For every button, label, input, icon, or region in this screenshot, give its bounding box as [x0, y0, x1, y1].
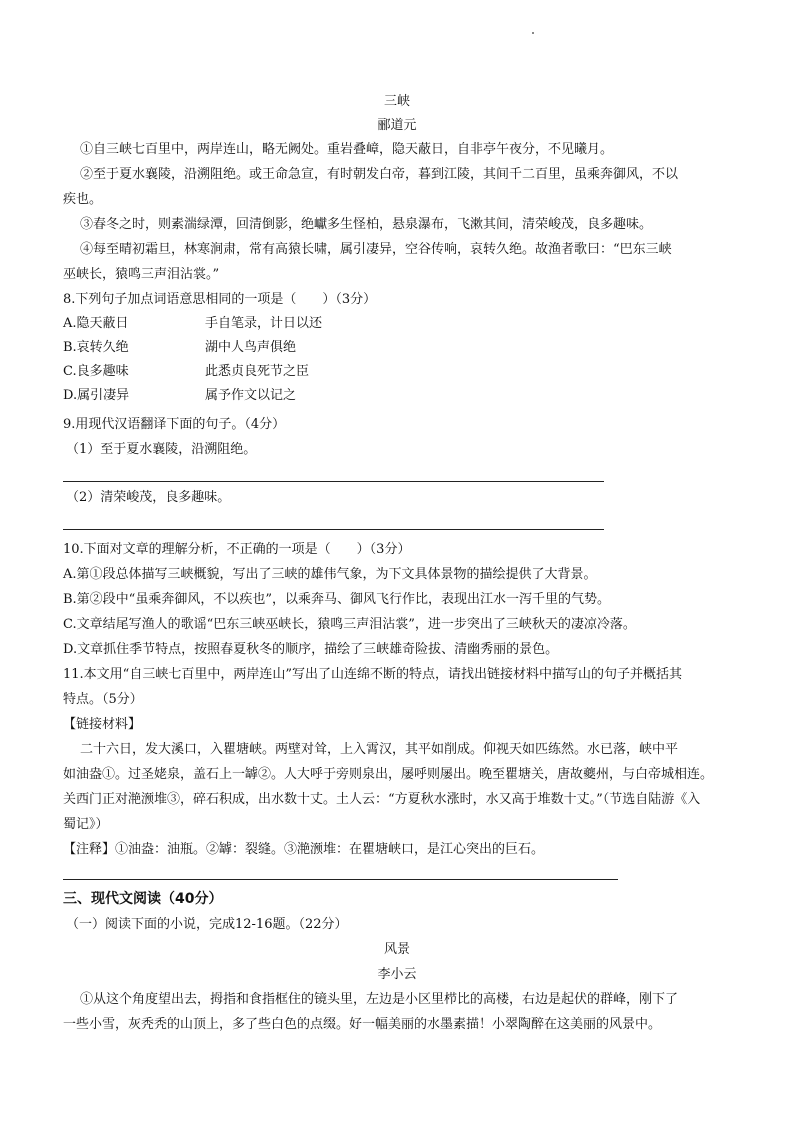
- passage-paragraph-2-line-1: ②至于夏水襄陵，沿溯阻绝。或王命急宣，有时朝发白帝，暮到江陵，其间千二百里，虽乘奔御风，不以: [80, 167, 679, 182]
- q8-option-d: D.属引凄异: [63, 388, 130, 403]
- question-11-stem-line-1: 11.本文用“自三峡七百里中，两岸连山”写出了山连绵不断的特点，请找出链接材料中描写山的句子并概括其: [63, 667, 682, 682]
- q8-option-b: B.哀转久绝: [63, 340, 129, 355]
- q8-option-c-compare: 此悉贞良死节之臣: [205, 364, 310, 379]
- question-11-stem-line-2: 特点。（5分）: [63, 692, 143, 707]
- q9-answer-line-1[interactable]: [63, 481, 604, 482]
- passage-paragraph-4-line-1: ④每至晴初霜旦，林寒涧肃，常有高猿长啸，属引凄异，空谷传响，哀转久绝。故渔者歌曰：“巴东三峡: [80, 242, 672, 257]
- story-title: 风景: [383, 942, 410, 957]
- passage-title: 三峡: [383, 94, 410, 109]
- q10-option-b: B.第②段中“虽乘奔御风，不以疾也”，以乘奔马、御风飞行作比，表现出江水一泻千里的气势。: [63, 592, 610, 607]
- link-material-title: 【链接材料】: [63, 717, 142, 732]
- story-paragraph-1-line-2: 一些小雪，灰秃秃的山顶上，多了些白色的点缀。好一幅美丽的水墨素描！小翠陶醉在这美丽的风景中。: [63, 1017, 662, 1032]
- question-9-stem: 9.用现代汉语翻译下面的句子。（4分）: [63, 417, 286, 432]
- q11-answer-line[interactable]: [63, 879, 618, 880]
- passage-paragraph-3: ③春冬之时，则素湍绿潭，回清倒影，绝巘多生怪柏，悬泉瀑布，飞漱其间，清荣峻茂，良多趣味。: [80, 217, 653, 232]
- q10-option-a: A.第①段总体描写三峡概貌，写出了三峡的雄伟气象，为下文具体景物的描绘提供了大背景。: [63, 567, 597, 582]
- story-author: 李小云: [377, 967, 417, 982]
- annotation-note: 【注释】①油盎：油瓶。②罅：裂缝。③滟滪堆：在瞿塘峡口，是江心突出的巨石。: [63, 842, 545, 857]
- q9-sentence-1: （1）至于夏水襄陵，沿溯阻绝。: [66, 442, 257, 457]
- q8-option-a-compare: 手自笔录，计日以还: [205, 316, 323, 331]
- link-material-line-1: 二十六日，发大溪口，入瞿塘峡。两壁对耸，上入霄汉，其平如削成。仰视天如匹练然。水已落，峡中平: [80, 742, 679, 757]
- passage-paragraph-2-line-2: 疾也。: [63, 192, 103, 207]
- link-material-line-4: 蜀记》）: [63, 817, 109, 832]
- q10-option-d: D.文章抓住季节特点，按照春夏秋冬的顺序，描绘了三峡雄奇险拔、清幽秀丽的景色。: [63, 642, 559, 657]
- link-material-line-3: 关西门正对滟滪堆③，碎石积成，出水数十丈。土人云：“方夏秋水涨时，水又高于堆数十丈。”（节选自陆游《入: [63, 792, 701, 807]
- passage-paragraph-4-line-2: 巫峡长，猿鸣三声泪沾裳。”: [63, 267, 220, 282]
- q8-option-d-compare: 属予作文以记之: [205, 388, 297, 403]
- q8-option-c: C.良多趣味: [63, 364, 129, 379]
- q8-option-a: A.隐天蔽日: [63, 316, 129, 331]
- section-3-subheading: （一）阅读下面的小说，完成12-16题。（22分）: [66, 917, 348, 932]
- story-paragraph-1-line-1: ①从这个角度望出去，拇指和食指框住的镜头里，左边是小区里栉比的高楼，右边是起伏的群峰，刚下了: [80, 992, 679, 1007]
- passage-author: 郦道元: [377, 118, 417, 133]
- link-material-line-2: 如油盎①。过圣姥泉，盖石上一罅②。人大呼于旁则泉出，屡呼则屡出。晚至瞿塘关，唐故夔州，与白帝城相连。: [63, 767, 714, 782]
- question-8-stem: 8.下列句子加点词语意思相同的一项是（ ）（3分）: [63, 292, 377, 307]
- question-10-stem: 10.下面对文章的理解分析，不正确的一项是（ ）（3分）: [63, 542, 411, 557]
- q8-option-b-compare: 湖中人鸟声俱绝: [205, 340, 297, 355]
- q10-option-c: C.文章结尾写渔人的歌谣“巴东三峡巫峡长，猿鸣三声泪沾裳”，进一步突出了三峡秋天的凄凉冷落。: [63, 617, 636, 632]
- passage-paragraph-1: ①自三峡七百里中，两岸连山，略无阙处。重岩叠嶂，隐天蔽日，自非亭午夜分，不见曦月。: [80, 142, 614, 157]
- q9-sentence-2: （2）清荣峻茂，良多趣味。: [66, 490, 231, 505]
- section-3-heading: 三、现代文阅读（40分）: [63, 891, 223, 907]
- scan-speck: [532, 32, 534, 34]
- q9-answer-line-2[interactable]: [63, 529, 604, 530]
